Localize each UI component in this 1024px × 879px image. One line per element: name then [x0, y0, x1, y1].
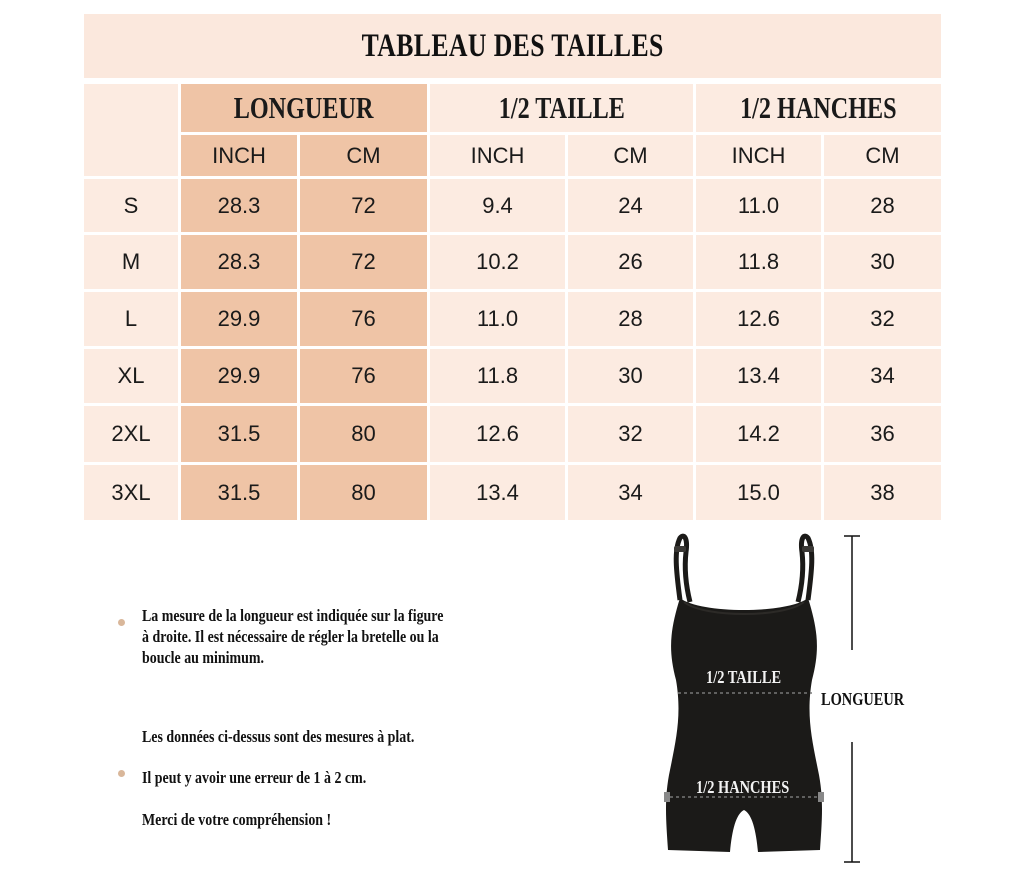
value-cell: 24	[568, 179, 693, 232]
value-cell: 36	[824, 406, 941, 462]
value-cell: 32	[824, 292, 941, 346]
table-title-bar	[84, 14, 941, 78]
value-cell: 76	[300, 292, 427, 346]
hips-label: 1/2 HANCHES	[696, 777, 790, 797]
note-length-instructions	[142, 605, 443, 668]
value-cell: 76	[300, 349, 427, 403]
size-cell: 3XL	[84, 465, 178, 520]
value-cell: 31.5	[181, 406, 297, 462]
note-flat-measurements: Les données ci-dessus sont des mesures à plat.	[142, 727, 415, 746]
bodysuit-figure	[640, 530, 940, 879]
value-cell: 38	[824, 465, 941, 520]
group-header	[181, 84, 427, 132]
note-error-margin: Il peut y avoir une erreur de 1 à 2 cm.	[142, 768, 367, 787]
value-cell: 13.4	[696, 349, 821, 403]
waist-label: 1/2 TAILLE	[706, 667, 782, 687]
size-cell: 2XL	[84, 406, 178, 462]
size-cell: S	[84, 179, 178, 232]
bullet-icon	[118, 619, 125, 626]
value-cell: 72	[300, 179, 427, 232]
value-cell: 29.9	[181, 349, 297, 403]
value-cell: 12.6	[696, 292, 821, 346]
value-cell: 11.8	[430, 349, 565, 403]
value-cell: 28.3	[181, 179, 297, 232]
unit-header: CM	[824, 135, 941, 176]
table-title: TABLEAU DES TAILLES	[361, 27, 664, 64]
bullet-icon	[118, 770, 125, 777]
value-cell: 15.0	[696, 465, 821, 520]
size-cell: M	[84, 235, 178, 289]
unit-header: CM	[568, 135, 693, 176]
value-cell: 9.4	[430, 179, 565, 232]
value-cell: 11.0	[430, 292, 565, 346]
value-cell: 28.3	[181, 235, 297, 289]
corner-cell	[84, 84, 178, 176]
length-label: LONGUEUR	[821, 689, 905, 709]
value-cell: 26	[568, 235, 693, 289]
value-cell: 28	[824, 179, 941, 232]
note-line: La mesure de la longueur est indiquée sur la figure	[142, 606, 444, 625]
size-cell: L	[84, 292, 178, 346]
group-header	[696, 84, 941, 132]
value-cell: 11.8	[696, 235, 821, 289]
group-header-label: 1/2 HANCHES	[740, 90, 897, 125]
value-cell: 32	[568, 406, 693, 462]
unit-header: INCH	[430, 135, 565, 176]
value-cell: 10.2	[430, 235, 565, 289]
note-line: à droite. Il est nécessaire de régler la bretelle ou la	[142, 627, 439, 646]
value-cell: 30	[824, 235, 941, 289]
value-cell: 80	[300, 465, 427, 520]
unit-header: INCH	[696, 135, 821, 176]
bodysuit-shape	[666, 598, 822, 852]
value-cell: 28	[568, 292, 693, 346]
note-line: boucle au minimum.	[142, 648, 265, 667]
value-cell: 34	[568, 465, 693, 520]
value-cell: 11.0	[696, 179, 821, 232]
value-cell: 30	[568, 349, 693, 403]
value-cell: 29.9	[181, 292, 297, 346]
group-header-label: LONGUEUR	[234, 90, 374, 125]
group-header-label: 1/2 TAILLE	[498, 90, 625, 125]
size-cell: XL	[84, 349, 178, 403]
unit-header: CM	[300, 135, 427, 176]
value-cell: 14.2	[696, 406, 821, 462]
value-cell: 34	[824, 349, 941, 403]
note-thanks: Merci de votre compréhension !	[142, 810, 332, 829]
group-header	[430, 84, 693, 132]
value-cell: 12.6	[430, 406, 565, 462]
value-cell: 80	[300, 406, 427, 462]
value-cell: 72	[300, 235, 427, 289]
unit-header: INCH	[181, 135, 297, 176]
value-cell: 13.4	[430, 465, 565, 520]
value-cell: 31.5	[181, 465, 297, 520]
